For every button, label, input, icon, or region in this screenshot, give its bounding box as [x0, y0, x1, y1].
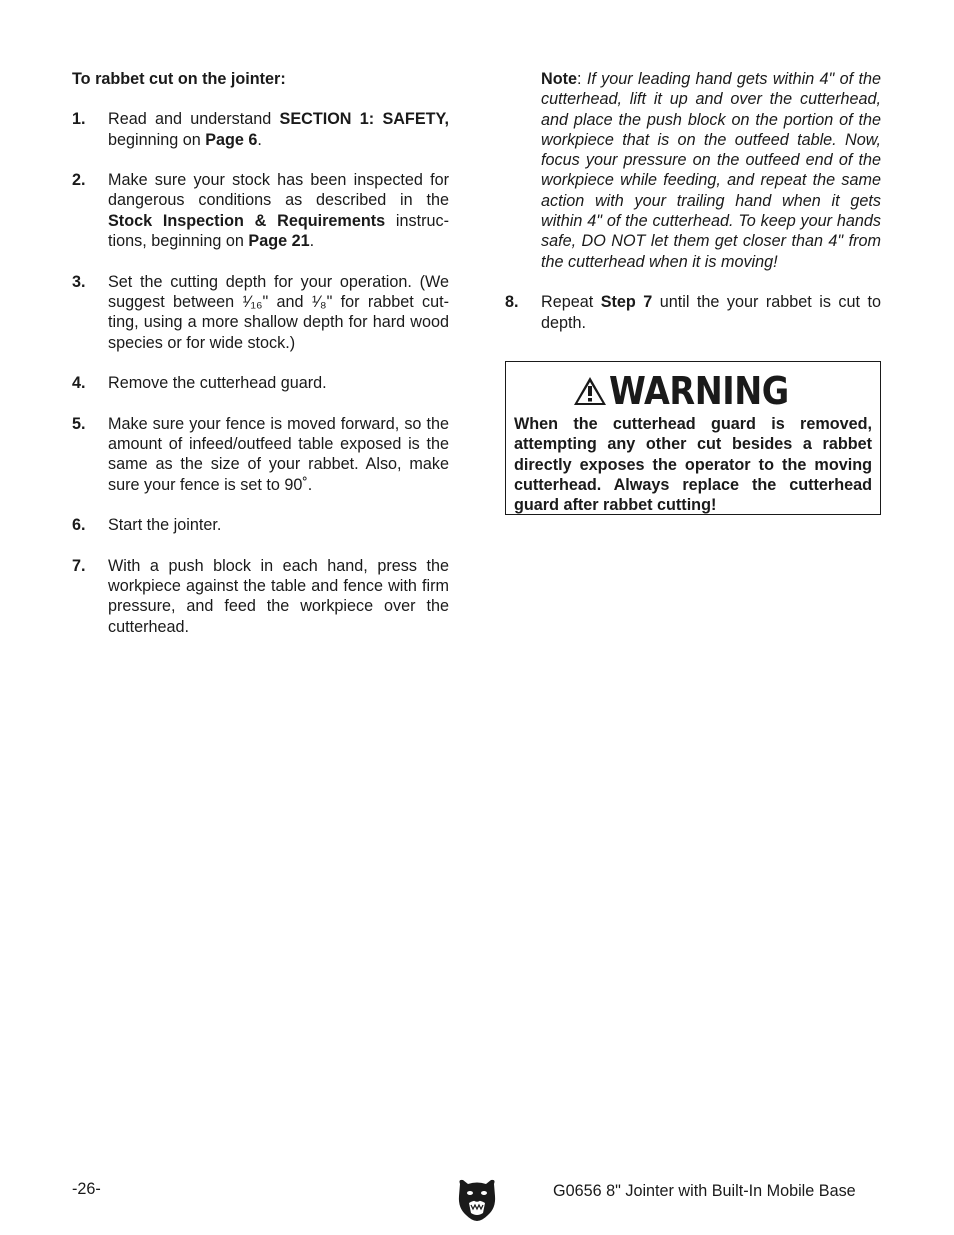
step-item	[72, 109, 449, 150]
text-run: Remove the cutterhead guard.	[108, 374, 327, 393]
bold-phrase: Stock Inspection & Requirements	[108, 211, 386, 230]
note-text: If your leading hand gets within 4" of the cutterhead, lift it up and over the cutterhead, and place the push block on the portion of the workpiece that is on the outfeed table. Now, focus your pressure on the outfeed end of the workpiece while feeding, and repeat the same action with your trailing hand when it gets within 4" of the cutterhead. To keep your hands safe, DO NOT let them get closer than 4" from the cutterhead when it is moving!	[541, 70, 881, 271]
bold-phrase: SECTION 1: SAFETY,	[279, 110, 450, 129]
section-heading: To rabbet cut on the jointer:	[72, 70, 286, 88]
exclamation-triangle-icon	[573, 376, 607, 406]
step-item	[72, 515, 449, 535]
step-text	[541, 292, 881, 333]
right-column	[505, 69, 881, 353]
bold-phrase: Step 7	[600, 293, 653, 312]
text-run: until the your rabbet is cut to depth.	[541, 293, 881, 332]
step-item	[72, 556, 449, 637]
step-item	[72, 170, 449, 251]
step-text	[108, 414, 449, 495]
text-run: With a push block in each hand, press the workpiece against the table and fence with firm pressure, and feed the workpiece over the cutterhead.	[108, 556, 449, 636]
step-number: 3.	[72, 272, 86, 291]
step-text	[108, 515, 449, 535]
manual-title: G0656 8" Jointer with Built-In Mobile Base	[553, 1182, 856, 1200]
step-item	[72, 373, 449, 393]
bold-phrase: Page 21	[248, 232, 310, 251]
step-text	[108, 373, 449, 393]
note-block	[541, 69, 881, 272]
text-run: Start the jointer.	[108, 516, 222, 535]
note-label: Note	[541, 70, 577, 88]
step-text	[108, 170, 449, 251]
step-item	[72, 272, 449, 353]
text-run: Make sure your fence is moved forward, so the amount of infeed/outfeed table exposed is the same as the size of your rabbet. Also, make sure your fence is set to 90˚.	[108, 414, 449, 494]
step-number: 8.	[505, 293, 519, 312]
text-run: Make sure your stock has been inspected for dangerous conditions as described in the	[108, 171, 449, 210]
page-number: -26-	[72, 1180, 101, 1198]
text-run: beginning on	[108, 130, 206, 149]
text-run: .	[257, 130, 262, 149]
text-run: Set the cutting depth for your operation. (We suggest between ¹⁄₁₆" and ¹⁄₈" for rabbet cut-ting, using a more shallow depth for hard wood species or for wide stock.)	[108, 272, 449, 352]
step-number: 4.	[72, 374, 86, 393]
step-text	[108, 109, 449, 150]
text-run: Repeat	[541, 293, 601, 312]
step-number: 6.	[72, 516, 86, 535]
step-number: 2.	[72, 171, 86, 190]
bear-head-logo-icon	[456, 1178, 498, 1222]
step-item	[72, 414, 449, 495]
step-number: 7.	[72, 556, 86, 575]
warning-title	[506, 368, 880, 414]
step-number: 1.	[72, 110, 86, 129]
note-colon: :	[576, 70, 587, 88]
text-run: instruc-tions, beginning on	[108, 211, 449, 251]
step-number: 5.	[72, 414, 86, 433]
step-8-wrap	[505, 292, 881, 333]
step-text	[108, 272, 449, 353]
warning-word: WARNING	[608, 369, 789, 413]
step-item	[505, 292, 881, 333]
warning-text: When the cutterhead guard is removed, attempting any other cut besides a rabbet directly exposes the operator to the moving cutterhead. Always replace the cutterhead guard after rabbet cutting!	[514, 415, 872, 515]
left-column	[72, 69, 449, 657]
step-text	[108, 556, 449, 637]
steps-list	[72, 109, 449, 637]
bold-phrase: Page 6	[205, 130, 258, 149]
text-run: .	[309, 232, 315, 251]
text-run: Read and understand	[108, 110, 280, 129]
warning-box	[505, 361, 881, 515]
